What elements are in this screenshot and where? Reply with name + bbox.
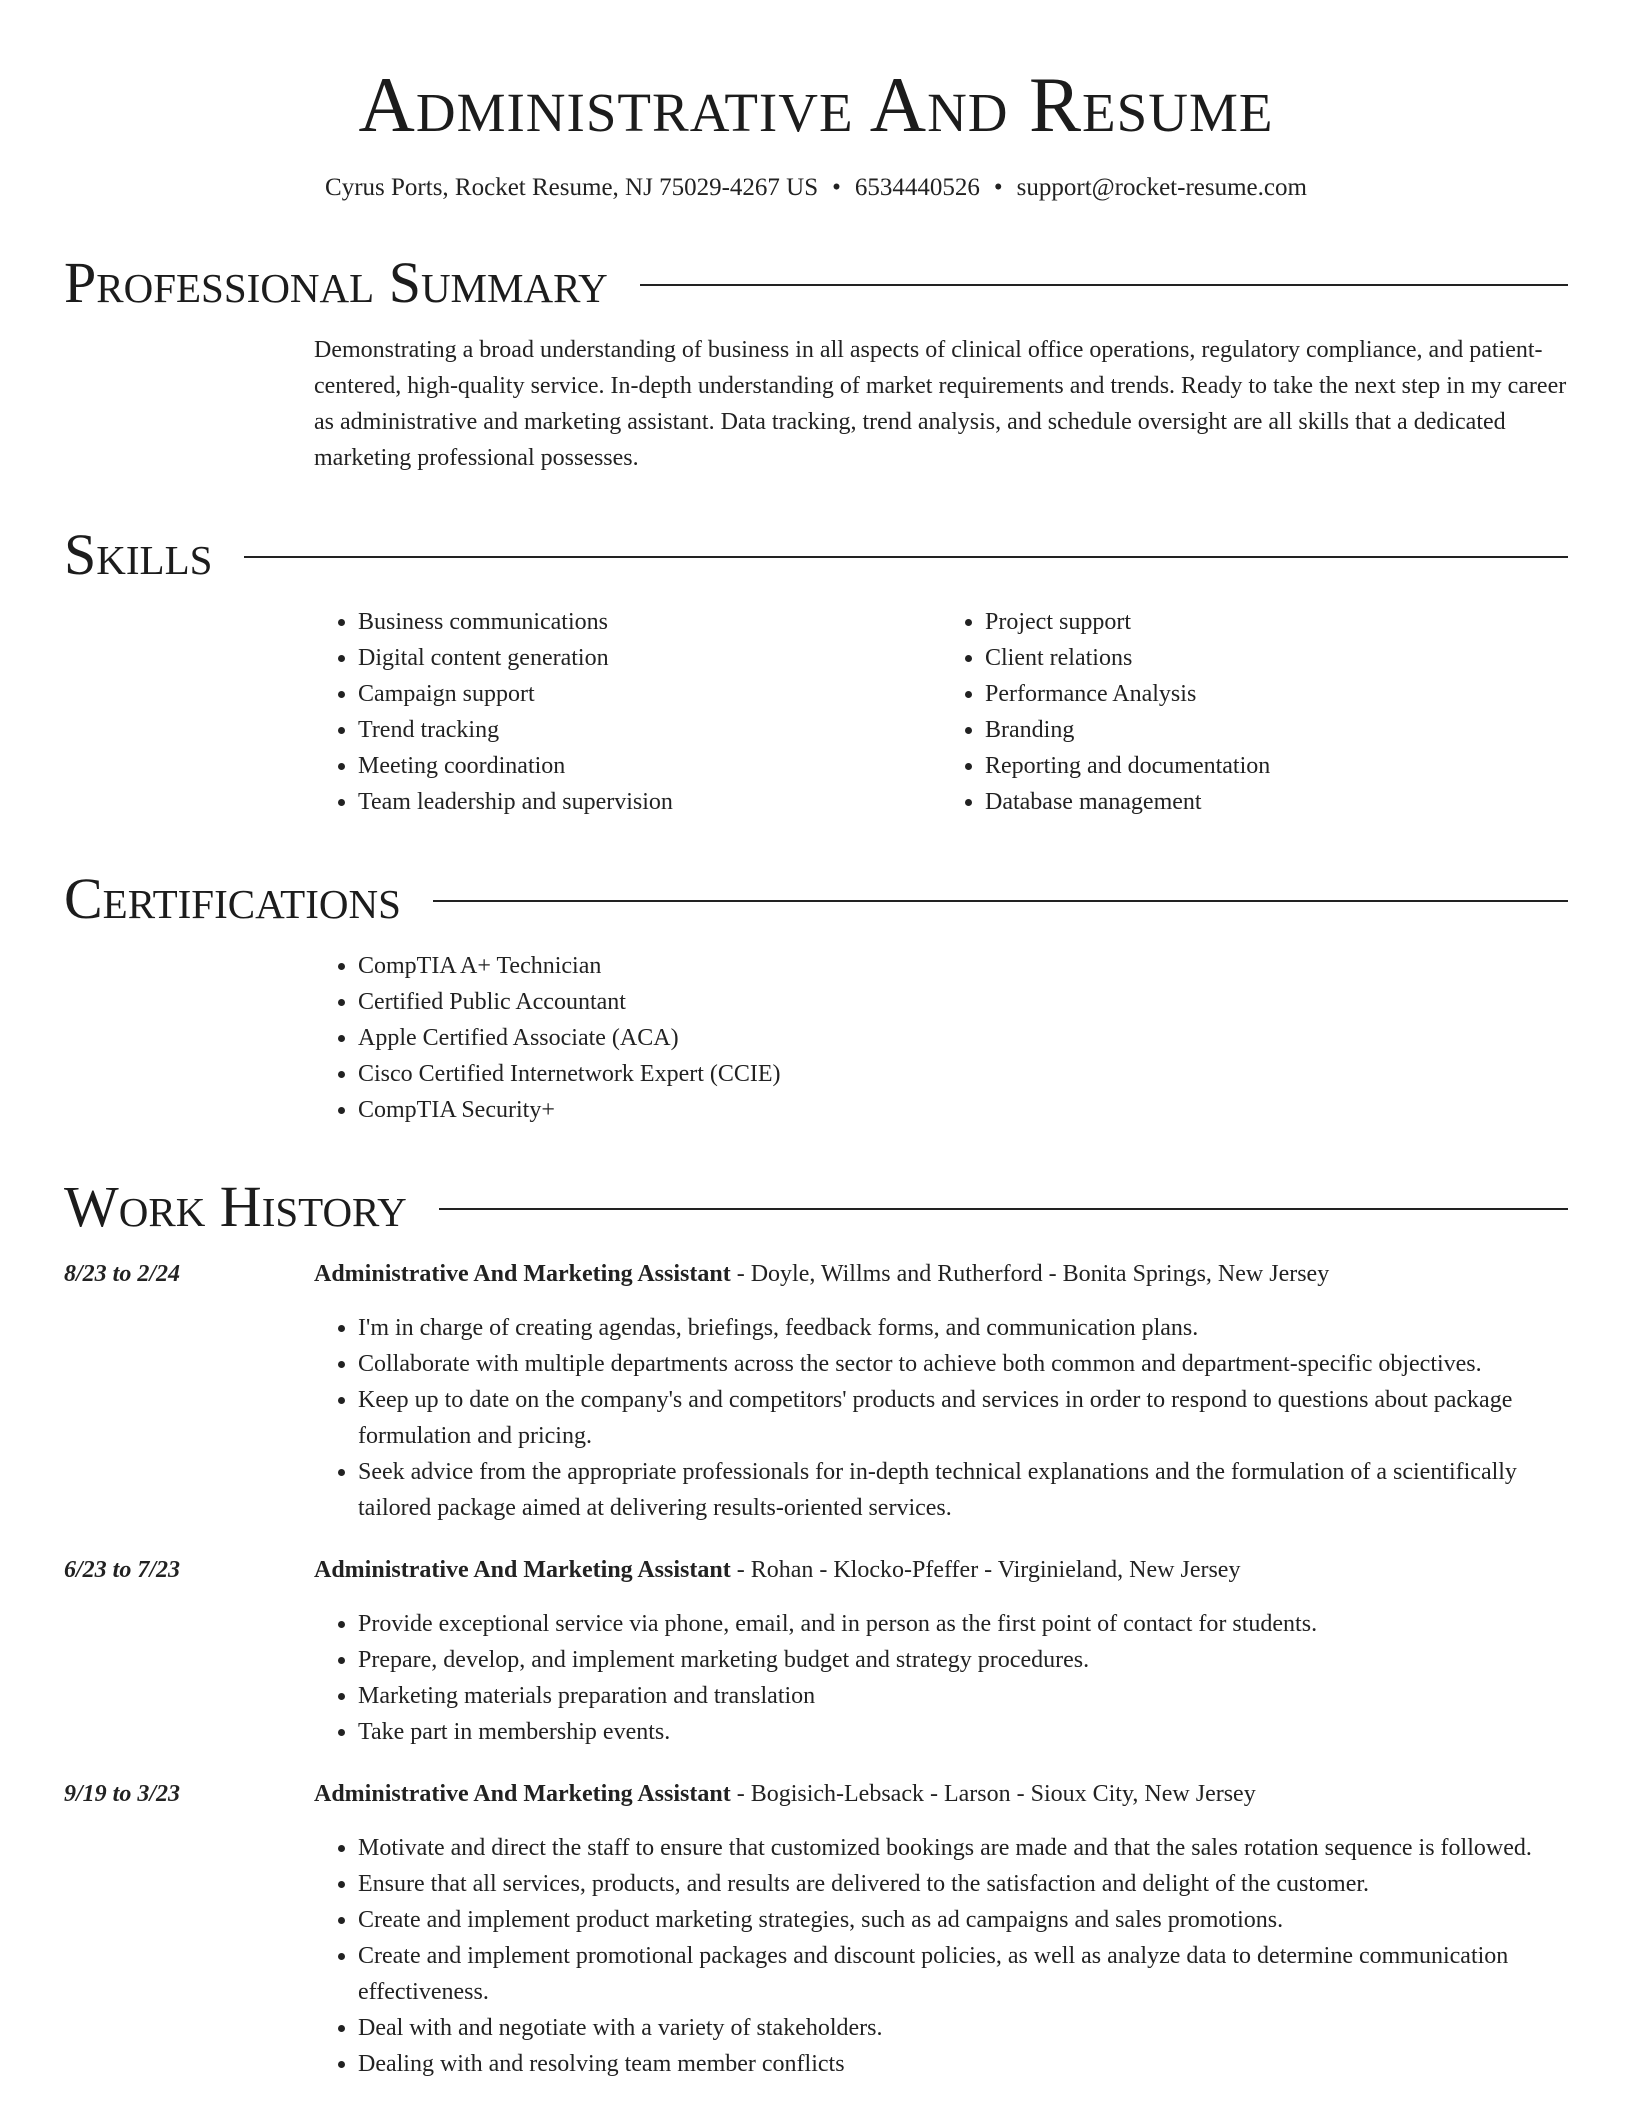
job-bullet: • Prepare, develop, and implement marketing budget and strategy procedures. (358, 1642, 1568, 1678)
job-title: Administrative And Marketing Assistant (314, 1781, 731, 1807)
skill-item: • Meeting coordination (358, 748, 941, 784)
job-bullet: • Marketing materials preparation and translation (358, 1678, 1568, 1714)
certifications-section-header (64, 868, 1568, 930)
certifications-list (314, 948, 1568, 1128)
skills-list-left (314, 604, 941, 820)
skill-item: • Trend tracking (358, 712, 941, 748)
job-details (314, 1256, 1568, 1526)
skills-body (314, 604, 1568, 820)
skills-grid (314, 604, 1568, 820)
job-bullet: • Keep up to date on the company's and competitors' products and services in order to respond to questions about package formulation and pricing. (358, 1382, 1568, 1454)
contact-separator: • (993, 174, 1003, 201)
job-entry (64, 1552, 1568, 1750)
skill-item: • Reporting and documentation (985, 748, 1568, 784)
job-title-line (314, 1776, 1568, 1812)
section-divider (439, 1208, 1568, 1210)
job-entry (64, 1256, 1568, 1526)
job-bullet: • Provide exceptional service via phone, email, and in person as the first point of contact for students. (358, 1606, 1568, 1642)
job-entry (64, 1776, 1568, 2082)
job-title: Administrative And Marketing Assistant (314, 1557, 731, 1583)
contact-separator: • (832, 174, 841, 201)
skills-list-right (941, 604, 1568, 820)
job-employer: - Bogisich-Lebsack - Larson - Sioux City, New Jersey (730, 1781, 1256, 1807)
job-bullets (314, 1310, 1568, 1526)
skill-item: • Performance Analysis (985, 676, 1568, 712)
job-bullet: • Collaborate with multiple departments across the sector to achieve both common and department-specific objectives. (358, 1346, 1568, 1382)
section-divider (640, 284, 1568, 286)
job-title-line (314, 1256, 1568, 1292)
certification-item: • CompTIA Security+ (358, 1092, 1568, 1128)
skill-item: • Project support (985, 604, 1568, 640)
skill-item: • Client relations (985, 640, 1568, 676)
job-bullet: • Seek advice from the appropriate professionals for in-depth technical explanations and the formulation of a scientifically tailored package aimed at delivering results-oriented services. (358, 1454, 1568, 1526)
resume-name: Administrative And Resume (358, 61, 1274, 148)
work-heading: Work History (64, 1174, 407, 1239)
job-bullets (314, 1830, 1568, 2082)
job-details (314, 1776, 1568, 2082)
summary-text: Demonstrating a broad understanding of business in all aspects of clinical office operations, regulatory compliance, and patient-centered, high-quality service. In-depth understanding of market requirements and trends. Ready to take the next step in my career as administrative and marketing assistant. Data tracking, trend analysis, and schedule oversight are all skills that a dedicated marketing professional possesses. (314, 337, 1567, 471)
section-divider (244, 556, 1568, 558)
job-dates: 9/19 to 3/23 (64, 1781, 181, 1807)
job-details (314, 1552, 1568, 1750)
job-employer: - Rohan - Klocko-Pfeffer - Virginieland, New Jersey (730, 1557, 1241, 1583)
skill-item: • Business communications (358, 604, 941, 640)
job-bullet: • Dealing with and resolving team member conflicts (358, 2046, 1568, 2082)
contact-email: support@rocket-resume.com (1016, 174, 1307, 201)
job-bullet: • Create and implement product marketing strategies, such as ad campaigns and sales promotions. (358, 1902, 1568, 1938)
certifications-heading: Certifications (64, 866, 401, 931)
job-title-line (314, 1552, 1568, 1588)
contact-line (64, 172, 1568, 204)
skill-item: • Branding (985, 712, 1568, 748)
job-bullet: • Deal with and negotiate with a variety of stakeholders. (358, 2010, 1568, 2046)
section-divider (433, 900, 1568, 902)
job-bullet: • Ensure that all services, products, and results are delivered to the satisfaction and delight of the customer. (358, 1866, 1568, 1902)
job-bullet: • Take part in membership events. (358, 1714, 1568, 1750)
certification-item: • Certified Public Accountant (358, 984, 1568, 1020)
skills-section-header (64, 524, 1568, 586)
skill-item: • Team leadership and supervision (358, 784, 941, 820)
skill-item: • Database management (985, 784, 1568, 820)
certification-item: • Cisco Certified Internetwork Expert (CCIE) (358, 1056, 1568, 1092)
job-bullet: • Motivate and direct the staff to ensure that customized bookings are made and that the sales rotation sequence is followed. (358, 1830, 1568, 1866)
summary-body (314, 332, 1568, 476)
job-bullets (314, 1606, 1568, 1750)
work-section-header (64, 1176, 1568, 1238)
job-employer: - Doyle, Willms and Rutherford - Bonita Springs, New Jersey (730, 1261, 1330, 1287)
certifications-body (314, 948, 1568, 1128)
job-title: Administrative And Marketing Assistant (314, 1261, 731, 1287)
certification-item: • CompTIA A+ Technician (358, 948, 1568, 984)
work-history-list (64, 1256, 1568, 2082)
contact-address: Cyrus Ports, Rocket Resume, NJ 75029-4267 US (325, 174, 819, 201)
job-dates: 6/23 to 7/23 (64, 1557, 181, 1583)
summary-section-header (64, 252, 1568, 314)
certification-item: • Apple Certified Associate (ACA) (358, 1020, 1568, 1056)
job-bullet: • I'm in charge of creating agendas, briefings, feedback forms, and communication plans. (358, 1310, 1568, 1346)
job-bullet: • Create and implement promotional packages and discount policies, as well as analyze data to determine communication effectiveness. (358, 1938, 1568, 2010)
skill-item: • Campaign support (358, 676, 941, 712)
skills-heading: Skills (64, 522, 213, 587)
skill-item: • Digital content generation (358, 640, 941, 676)
job-dates: 8/23 to 2/24 (64, 1261, 181, 1287)
contact-phone: 6534440526 (854, 174, 980, 201)
summary-heading: Professional Summary (64, 250, 608, 315)
